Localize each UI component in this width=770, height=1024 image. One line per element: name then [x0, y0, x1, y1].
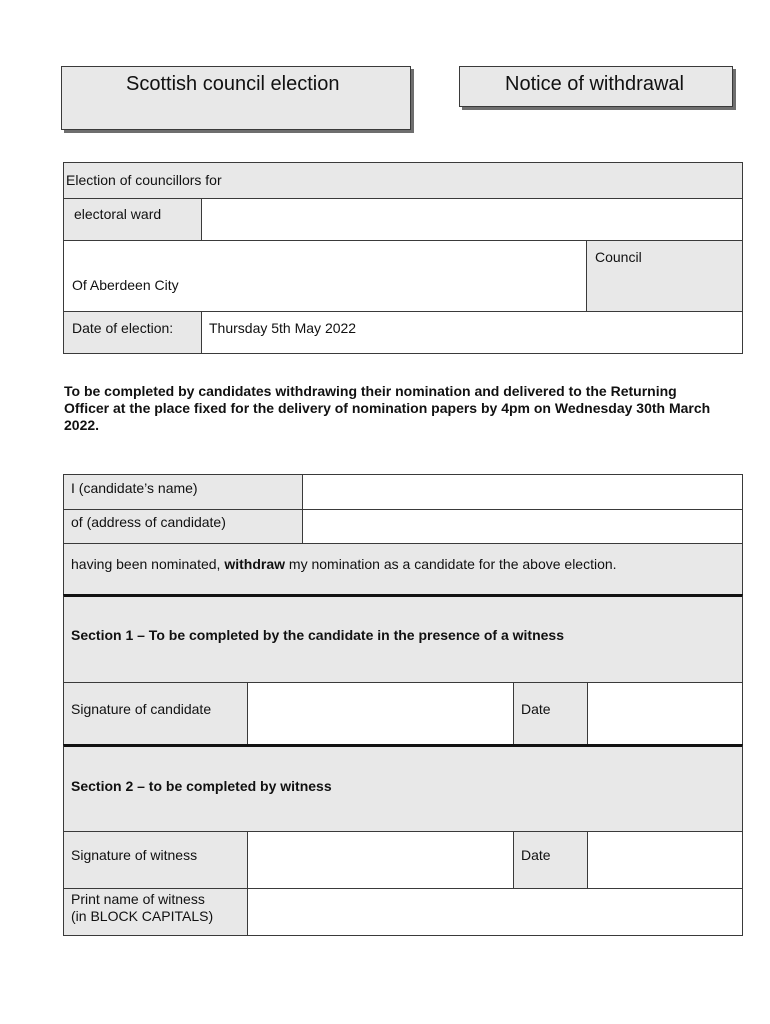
- form-title-box: [459, 66, 733, 107]
- candidate-date-field[interactable]: [587, 682, 743, 746]
- candidate-name-input[interactable]: [302, 474, 743, 510]
- section2-heading: Section 2 – to be completed by witness: [71, 778, 332, 794]
- candidate-date-label-cell: [513, 682, 588, 746]
- candidate-address-input[interactable]: [302, 509, 743, 544]
- council-name-cell[interactable]: [63, 240, 587, 312]
- witness-print-name-field[interactable]: [247, 888, 743, 936]
- withdrawal-statement: [71, 556, 617, 573]
- candidate-name-label: I (candidate’s name): [71, 480, 198, 496]
- candidate-signature-label-cell: [63, 682, 248, 746]
- council-prefix: Of Aberdeen City: [72, 277, 179, 293]
- council-label-cell: [586, 240, 743, 312]
- witness-date-field[interactable]: [587, 831, 743, 889]
- council-label: Council: [595, 249, 642, 265]
- witness-signature-field[interactable]: [247, 831, 514, 889]
- candidate-address-label: of (address of candidate): [71, 514, 226, 530]
- statement-bold: withdraw: [224, 556, 286, 572]
- candidate-address-label-cell: [63, 509, 303, 544]
- date-label-cell: [63, 311, 202, 354]
- ward-label: electoral ward: [74, 206, 162, 222]
- candidate-signature-field[interactable]: [247, 682, 514, 746]
- witness-print-name-line1: Print name of witness: [71, 891, 205, 907]
- witness-print-name-line2: (in BLOCK CAPITALS): [71, 908, 214, 924]
- ward-label-cell: [63, 198, 202, 241]
- candidate-signature-label: Signature of candidate: [71, 701, 212, 717]
- date-of-election-field[interactable]: [201, 311, 743, 354]
- election-type-box: [61, 66, 411, 130]
- councillors-for-label: Election of councillors for: [66, 172, 222, 188]
- section1-heading: Section 1 – To be completed by the candidate in the presence of a witness: [71, 627, 564, 643]
- candidate-date-label: Date: [521, 701, 551, 717]
- witness-signature-label-cell: [63, 831, 248, 889]
- witness-signature-label: Signature of witness: [71, 847, 198, 863]
- section1-heading-row: [63, 594, 743, 683]
- section2-heading-row: [63, 744, 743, 832]
- witness-date-label: Date: [521, 847, 551, 863]
- date-of-election-value: Thursday 5th May 2022: [209, 320, 357, 336]
- form-title: Notice of withdrawal: [505, 73, 684, 95]
- statement-after: my nomination as a candidate for the above election.: [285, 556, 617, 572]
- councillors-for-row: [63, 162, 743, 199]
- witness-date-label-cell: [513, 831, 588, 889]
- ward-input[interactable]: [201, 198, 743, 241]
- instructions-text: To be completed by candidates withdrawing their nomination and delivered to the Returning Officer at the place fixed for the delivery of nomination papers by 4pm on Wednesday 30th March 2022.: [64, 383, 711, 433]
- withdrawal-statement-row: [63, 543, 743, 596]
- witness-print-name-label-cell: [63, 888, 248, 936]
- statement-before: having been nominated,: [71, 556, 225, 572]
- election-type-title: Scottish council election: [126, 73, 340, 95]
- candidate-name-label-cell: [63, 474, 303, 510]
- date-of-election-label: Date of election:: [72, 320, 174, 336]
